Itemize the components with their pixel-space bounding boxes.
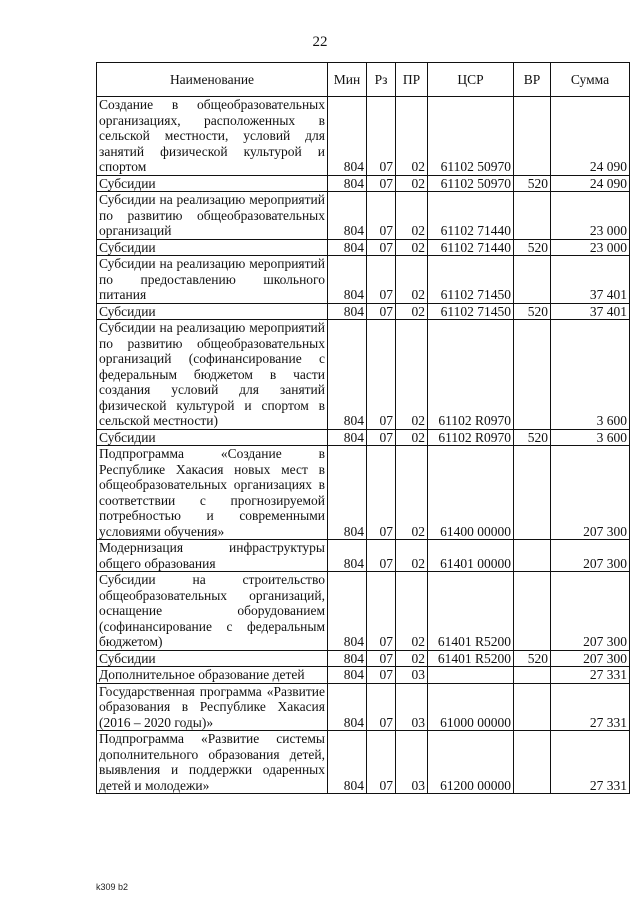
cell-min: 804 bbox=[328, 256, 367, 304]
header-min: Мин bbox=[328, 63, 367, 97]
cell-name: Субсидии на строительство общеобразовательных организаций, оснащение оборудованием (софинансирование с федеральным бюджетом) bbox=[97, 572, 328, 651]
cell-name: Субсидии bbox=[97, 175, 328, 192]
cell-pr: 02 bbox=[396, 239, 428, 256]
table-row bbox=[97, 572, 630, 651]
cell-name: Субсидии на реализацию мероприятий по развитию общеобразовательных организаций bbox=[97, 192, 328, 240]
cell-rz: 07 bbox=[367, 256, 396, 304]
cell-name: Дополнительное образование детей bbox=[97, 667, 328, 684]
cell-vr: 520 bbox=[514, 429, 551, 446]
cell-vr bbox=[514, 683, 551, 731]
cell-rz: 07 bbox=[367, 731, 396, 794]
table-row bbox=[97, 683, 630, 731]
table-row bbox=[97, 320, 630, 430]
cell-sum: 24 090 bbox=[551, 97, 630, 176]
cell-pr: 02 bbox=[396, 446, 428, 540]
cell-vr bbox=[514, 667, 551, 684]
cell-pr: 02 bbox=[396, 175, 428, 192]
cell-sum: 3 600 bbox=[551, 429, 630, 446]
header-sum: Сумма bbox=[551, 63, 630, 97]
cell-min: 804 bbox=[328, 192, 367, 240]
cell-csr: 61401 R5200 bbox=[428, 650, 514, 667]
cell-min: 804 bbox=[328, 683, 367, 731]
cell-name: Подпрограмма «Создание в Республике Хакасия новых мест в общеобразовательных организациях в соответствии с прогнозируемой потребностью и современными условиями обучения» bbox=[97, 446, 328, 540]
cell-rz: 07 bbox=[367, 446, 396, 540]
cell-vr bbox=[514, 97, 551, 176]
table-row bbox=[97, 540, 630, 572]
cell-min: 804 bbox=[328, 731, 367, 794]
table-row bbox=[97, 175, 630, 192]
cell-sum: 24 090 bbox=[551, 175, 630, 192]
cell-vr: 520 bbox=[514, 239, 551, 256]
cell-min: 804 bbox=[328, 667, 367, 684]
cell-pr: 02 bbox=[396, 429, 428, 446]
cell-pr: 02 bbox=[396, 540, 428, 572]
cell-min: 804 bbox=[328, 540, 367, 572]
cell-min: 804 bbox=[328, 239, 367, 256]
cell-csr: 61102 71440 bbox=[428, 192, 514, 240]
cell-name: Субсидии bbox=[97, 429, 328, 446]
table-header-row bbox=[97, 63, 630, 97]
cell-rz: 07 bbox=[367, 239, 396, 256]
cell-name: Модернизация инфраструктуры общего образования bbox=[97, 540, 328, 572]
cell-rz: 07 bbox=[367, 192, 396, 240]
cell-pr: 03 bbox=[396, 667, 428, 684]
cell-sum: 37 401 bbox=[551, 303, 630, 320]
table-row bbox=[97, 97, 630, 176]
cell-min: 804 bbox=[328, 429, 367, 446]
header-vr: ВР bbox=[514, 63, 551, 97]
cell-sum: 27 331 bbox=[551, 683, 630, 731]
cell-pr: 02 bbox=[396, 303, 428, 320]
cell-vr bbox=[514, 572, 551, 651]
cell-sum: 23 000 bbox=[551, 239, 630, 256]
cell-min: 804 bbox=[328, 97, 367, 176]
cell-name: Субсидии на реализацию мероприятий по развитию общеобразовательных организаций (софинансирование с федеральным бюджетом в части создания условий для занятий физической культурой и спортом в сельской местности) bbox=[97, 320, 328, 430]
cell-rz: 07 bbox=[367, 97, 396, 176]
cell-sum: 207 300 bbox=[551, 446, 630, 540]
cell-min: 804 bbox=[328, 650, 367, 667]
cell-pr: 02 bbox=[396, 256, 428, 304]
cell-min: 804 bbox=[328, 303, 367, 320]
cell-vr: 520 bbox=[514, 650, 551, 667]
cell-csr: 61102 71450 bbox=[428, 256, 514, 304]
cell-rz: 07 bbox=[367, 650, 396, 667]
table-body bbox=[97, 97, 630, 794]
cell-rz: 07 bbox=[367, 667, 396, 684]
cell-csr: 61000 00000 bbox=[428, 683, 514, 731]
cell-vr bbox=[514, 731, 551, 794]
cell-sum: 207 300 bbox=[551, 650, 630, 667]
cell-vr: 520 bbox=[514, 175, 551, 192]
table-row bbox=[97, 650, 630, 667]
table-row bbox=[97, 667, 630, 684]
header-rz: Рз bbox=[367, 63, 396, 97]
cell-pr: 03 bbox=[396, 731, 428, 794]
cell-rz: 07 bbox=[367, 540, 396, 572]
cell-sum: 207 300 bbox=[551, 572, 630, 651]
table-row bbox=[97, 446, 630, 540]
cell-rz: 07 bbox=[367, 683, 396, 731]
cell-sum: 27 331 bbox=[551, 667, 630, 684]
cell-vr bbox=[514, 540, 551, 572]
cell-rz: 07 bbox=[367, 303, 396, 320]
cell-csr bbox=[428, 667, 514, 684]
cell-name: Субсидии bbox=[97, 650, 328, 667]
header-pr: ПР bbox=[396, 63, 428, 97]
cell-min: 804 bbox=[328, 572, 367, 651]
cell-vr bbox=[514, 256, 551, 304]
cell-csr: 61102 R0970 bbox=[428, 429, 514, 446]
cell-name: Субсидии bbox=[97, 239, 328, 256]
table-row bbox=[97, 192, 630, 240]
budget-table bbox=[96, 62, 630, 794]
cell-sum: 207 300 bbox=[551, 540, 630, 572]
cell-csr: 61102 R0970 bbox=[428, 320, 514, 430]
cell-vr bbox=[514, 192, 551, 240]
cell-csr: 61102 50970 bbox=[428, 97, 514, 176]
footer-code: k309 b2 bbox=[96, 882, 129, 892]
cell-csr: 61200 00000 bbox=[428, 731, 514, 794]
cell-vr: 520 bbox=[514, 303, 551, 320]
cell-pr: 02 bbox=[396, 650, 428, 667]
table-row bbox=[97, 731, 630, 794]
cell-name: Подпрограмма «Развитие системы дополнительного образования детей, выявления и поддержки одаренных детей и молодежи» bbox=[97, 731, 328, 794]
cell-name: Субсидии на реализацию мероприятий по предоставлению школьного питания bbox=[97, 256, 328, 304]
cell-sum: 23 000 bbox=[551, 192, 630, 240]
cell-rz: 07 bbox=[367, 175, 396, 192]
cell-csr: 61401 R5200 bbox=[428, 572, 514, 651]
page-number: 22 bbox=[312, 34, 328, 50]
cell-rz: 07 bbox=[367, 429, 396, 446]
cell-pr: 02 bbox=[396, 192, 428, 240]
cell-sum: 3 600 bbox=[551, 320, 630, 430]
cell-rz: 07 bbox=[367, 572, 396, 651]
cell-min: 804 bbox=[328, 320, 367, 430]
cell-vr bbox=[514, 320, 551, 430]
table-row bbox=[97, 256, 630, 304]
cell-csr: 61102 71450 bbox=[428, 303, 514, 320]
header-csr: ЦСР bbox=[428, 63, 514, 97]
table-row bbox=[97, 239, 630, 256]
cell-min: 804 bbox=[328, 175, 367, 192]
cell-csr: 61400 00000 bbox=[428, 446, 514, 540]
cell-name: Субсидии bbox=[97, 303, 328, 320]
cell-pr: 02 bbox=[396, 320, 428, 430]
cell-csr: 61102 50970 bbox=[428, 175, 514, 192]
cell-sum: 27 331 bbox=[551, 731, 630, 794]
header-name: Наименование bbox=[97, 63, 328, 97]
cell-min: 804 bbox=[328, 446, 367, 540]
cell-pr: 03 bbox=[396, 683, 428, 731]
cell-rz: 07 bbox=[367, 320, 396, 430]
cell-csr: 61401 00000 bbox=[428, 540, 514, 572]
cell-vr bbox=[514, 446, 551, 540]
cell-name: Государственная программа «Развитие образования в Республике Хакасия (2016 – 2020 годы)» bbox=[97, 683, 328, 731]
cell-sum: 37 401 bbox=[551, 256, 630, 304]
cell-name: Создание в общеобразовательных организациях, расположенных в сельской местности, условий для занятий физической культурой и спортом bbox=[97, 97, 328, 176]
table-row bbox=[97, 429, 630, 446]
cell-pr: 02 bbox=[396, 572, 428, 651]
table-row bbox=[97, 303, 630, 320]
cell-pr: 02 bbox=[396, 97, 428, 176]
cell-csr: 61102 71440 bbox=[428, 239, 514, 256]
